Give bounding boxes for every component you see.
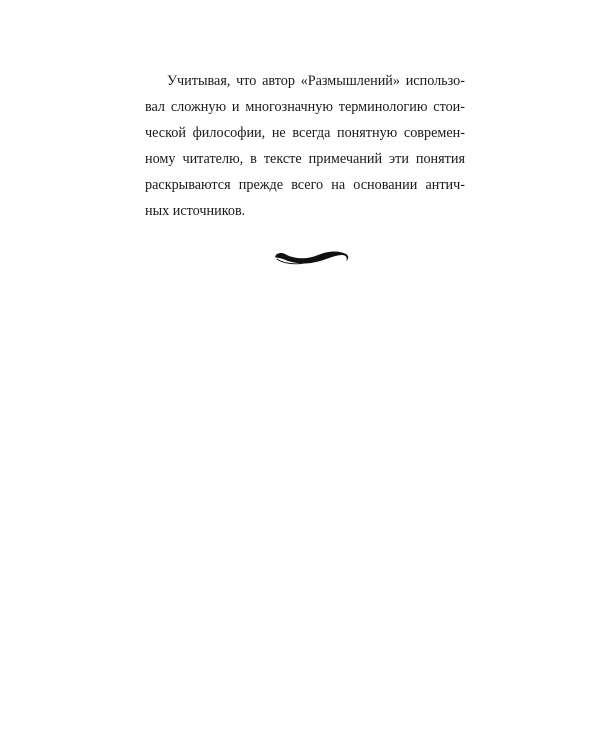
- paragraph-line: ных источников.: [145, 203, 246, 219]
- body-paragraph: [145, 68, 465, 224]
- paragraph-line: вал сложную и многозначную терминологию стои-: [145, 99, 465, 115]
- paragraph-line: ческой философии, не всегда понятную современ-: [145, 125, 465, 141]
- paragraph-line: ному читателю, в тексте примечаний эти понятия: [145, 151, 465, 167]
- paragraph-line: Учитывая, что автор «Размышлений» использо-: [167, 73, 465, 89]
- swash-flourish-icon: [272, 244, 352, 270]
- paragraph-line: раскрываются прежде всего на основании антич-: [145, 177, 465, 193]
